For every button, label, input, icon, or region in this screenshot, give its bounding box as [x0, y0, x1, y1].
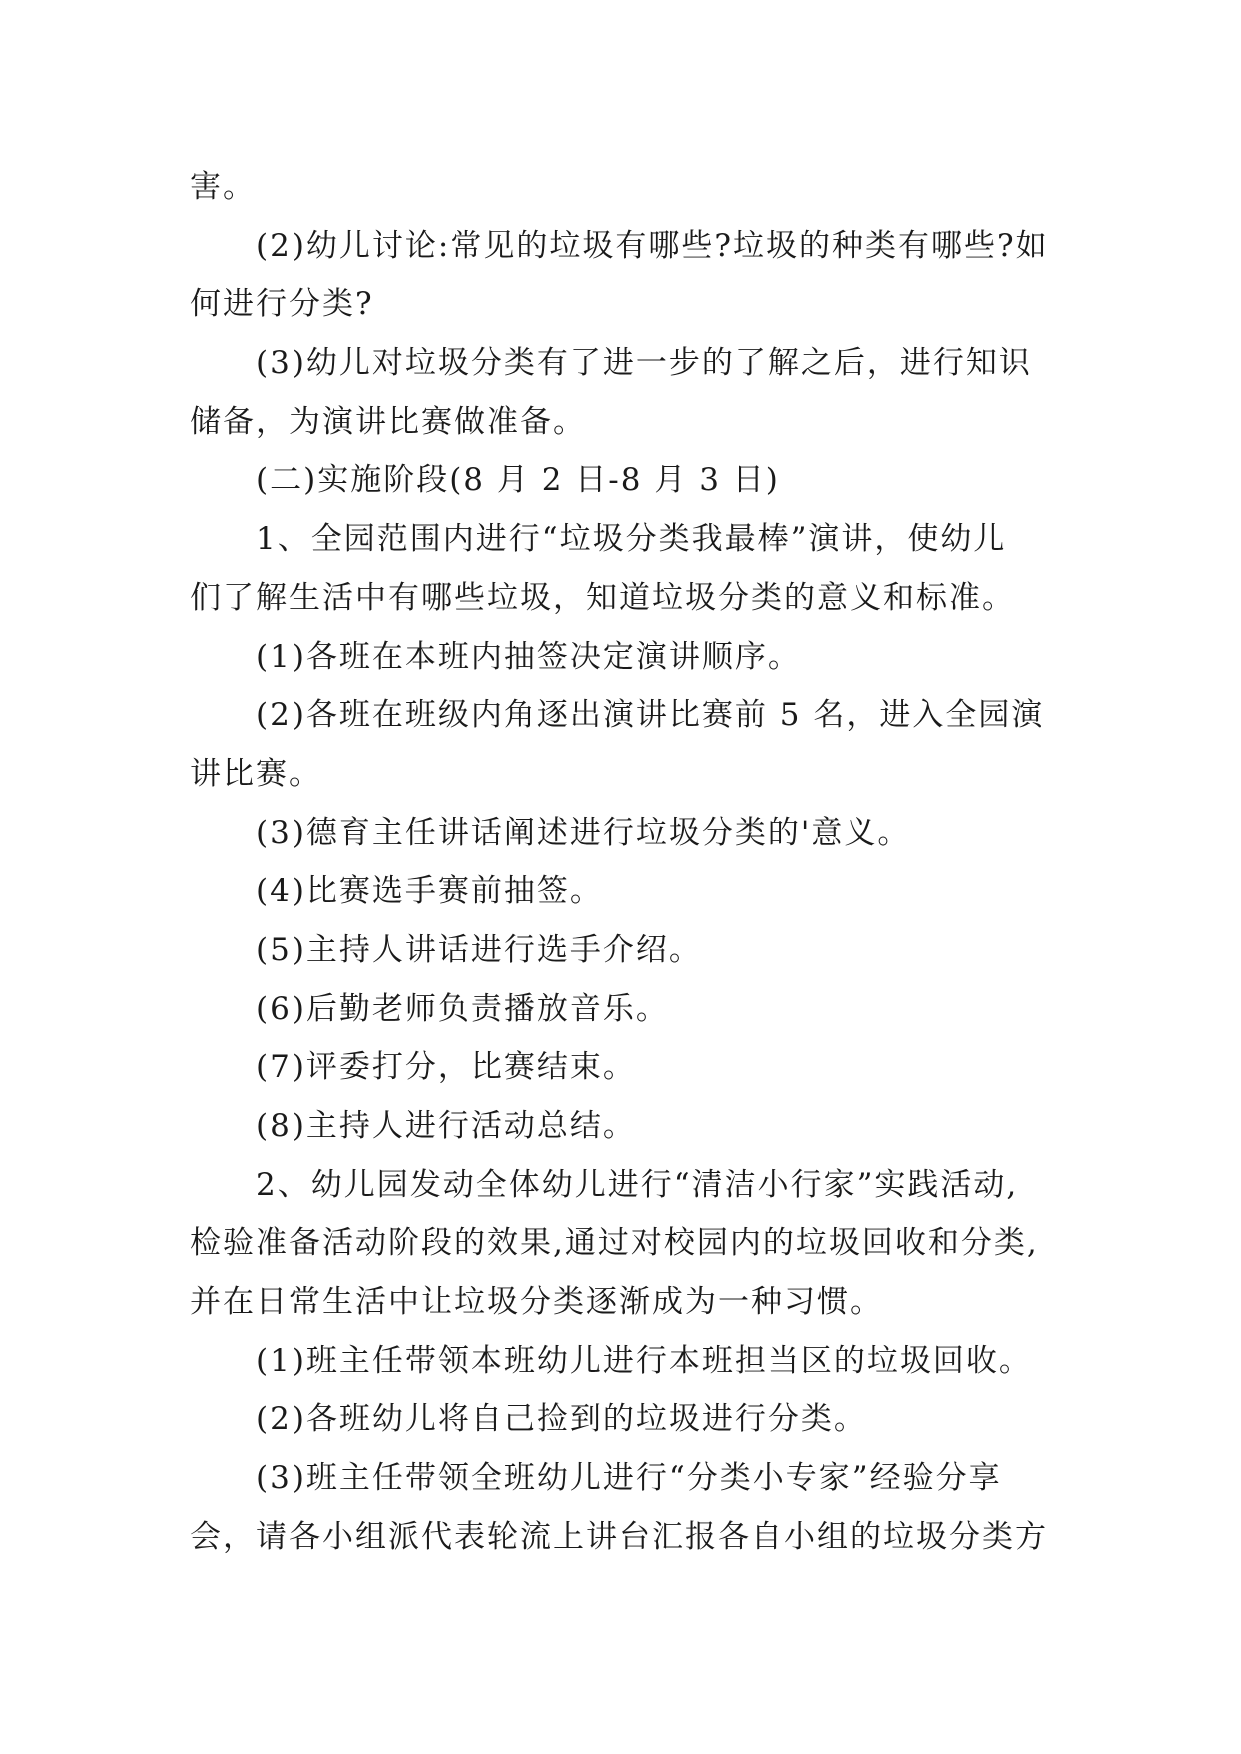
text-line: 害。: [190, 169, 256, 205]
text-line: 讲比赛。: [190, 755, 322, 792]
text-line: 何进行分类?: [190, 286, 374, 323]
text-line: (7)评委打分，比赛结束。: [256, 1049, 636, 1086]
text-line: 储备，为演讲比赛做准备。: [190, 403, 586, 440]
section-heading: (二)实施阶段(8 月 2 日-8 月 3 日): [256, 462, 780, 499]
text-line: (3)班主任带领全班幼儿进行“分类小专家”经验分享: [256, 1460, 1002, 1497]
text-line: (5)主持人讲话进行选手介绍。: [256, 931, 702, 968]
text-line: (3)幼儿对垃圾分类有了进一步的了解之后，进行知识: [256, 345, 1032, 382]
text-line: 会，请各小组派代表轮流上讲台汇报各自小组的垃圾分类方: [190, 1518, 1048, 1555]
text-line: (2)幼儿讨论:常见的垃圾有哪些?垃圾的种类有哪些?如: [256, 227, 1049, 264]
text-line: (8)主持人进行活动总结。: [256, 1108, 636, 1144]
text-line: (4)比赛选手赛前抽签。: [256, 873, 603, 910]
text-line: 们了解生活中有哪些垃圾，知道垃圾分类的意义和标准。: [190, 579, 1015, 616]
text-line: (6)后勤老师负责播放音乐。: [256, 990, 669, 1027]
text-line: 并在日常生活中让垃圾分类逐渐成为一种习惯。: [190, 1284, 883, 1321]
text-line: (2)各班幼儿将自己捡到的垃圾进行分类。: [256, 1401, 867, 1438]
text-line: 检验准备活动阶段的效果,通过对校园内的垃圾回收和分类,: [190, 1225, 1039, 1262]
text-line: (1)班主任带领本班幼儿进行本班担当区的垃圾回收。: [256, 1342, 1032, 1379]
text-line: 1、全园范围内进行“垃圾分类我最棒”演讲，使幼儿: [256, 521, 1007, 558]
text-line: (2)各班在班级内角逐出演讲比赛前 5 名，进入全园演: [256, 697, 1045, 734]
text-line: (3)德育主任讲话阐述进行垃圾分类的'意义。: [256, 814, 911, 851]
text-line: 2、幼儿园发动全体幼儿进行“清洁小行家”实践活动,: [256, 1166, 1019, 1203]
document-body: [190, 158, 1060, 1567]
text-line: (1)各班在本班内抽签决定演讲顺序。: [256, 638, 801, 675]
